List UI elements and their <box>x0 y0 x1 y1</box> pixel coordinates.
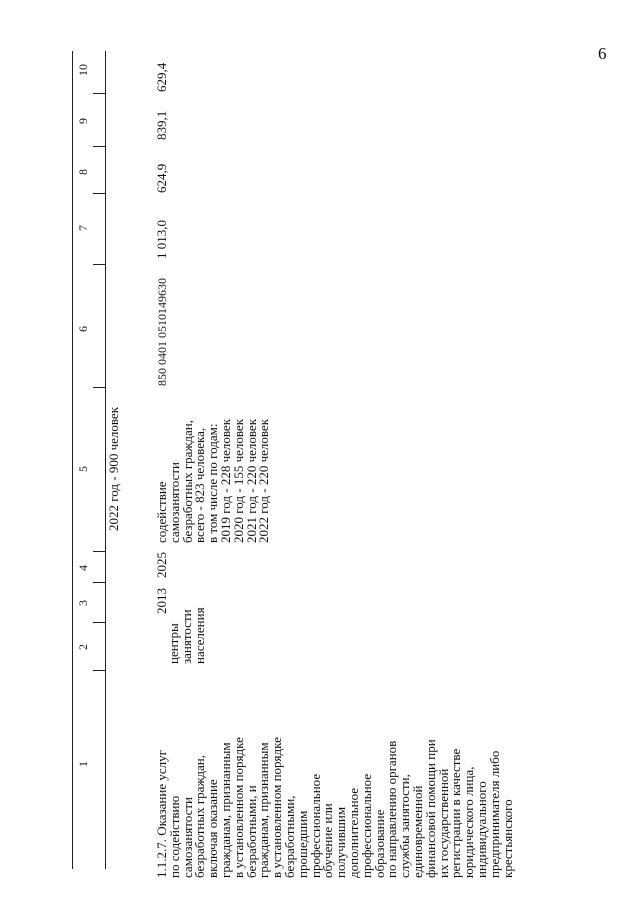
col5-line: всего - 823 человека, <box>192 427 208 543</box>
col1-line: в установленном порядке <box>269 737 285 878</box>
col7-total-amount: 1 013,0 <box>154 220 169 259</box>
col6-budget-code: 850 0401 0510149630 <box>155 278 169 386</box>
col1-line: индивидуального <box>474 781 489 878</box>
col3-start-year: 2013 <box>154 588 169 614</box>
col-header-5: 5 <box>76 466 90 472</box>
col1-line: гражданам, признанным <box>218 742 233 878</box>
col5-line: 2021 год - 220 человек <box>243 418 259 543</box>
col-sep-2 <box>93 622 105 623</box>
col-sep-4 <box>93 551 105 552</box>
col-sep-9 <box>93 93 105 94</box>
col10-amount: 629,4 <box>154 62 169 92</box>
col1-line: профессиональное <box>307 773 323 878</box>
col-sep-6 <box>93 264 105 265</box>
col-sep-7 <box>93 193 105 194</box>
col5-line: содействие <box>154 481 169 543</box>
col5-line: в том числе по годам: <box>205 423 221 543</box>
col-sep-1 <box>93 670 105 671</box>
col1-line: получившим <box>333 806 349 878</box>
col1-line: службы занятости, <box>397 774 413 878</box>
col1-line: предпринимателя либо <box>486 750 502 878</box>
col-sep-8 <box>93 146 105 147</box>
col-sep-5 <box>93 387 105 388</box>
col1-line: профессиональное <box>358 773 374 878</box>
col-header-6: 6 <box>76 326 90 332</box>
col1-line: прошедшим <box>294 810 310 878</box>
col1-line: по направлению органов <box>384 740 400 878</box>
col-header-8: 8 <box>76 169 90 175</box>
col-header-7: 7 <box>76 225 90 231</box>
col2-line: занятости <box>178 609 194 664</box>
col1-line: включая оказание <box>205 779 221 878</box>
col5-line: 2019 год - 228 человек <box>218 418 233 543</box>
col9-amount: 839,1 <box>154 110 169 140</box>
col1-line: самозанятости <box>179 796 195 878</box>
col-sep-3 <box>93 582 105 583</box>
col1-line: их государственной <box>435 768 451 878</box>
col-header-9: 9 <box>76 118 90 124</box>
col-header-1: 1 <box>76 761 90 767</box>
col5-line: 2022 год - 220 человек <box>256 418 272 543</box>
col1-line: гражданам, признанным <box>256 742 272 878</box>
col1-line: безработными, <box>282 795 297 878</box>
col1-line: единовременной <box>410 785 425 878</box>
col8-amount: 624,9 <box>154 163 169 193</box>
top-line-fragment: 2022 год - 900 человек <box>106 406 121 531</box>
col-header-2: 2 <box>76 644 90 650</box>
col1-line: финансовой помощи при <box>422 739 438 878</box>
col1-line: безработных граждан, <box>192 754 208 878</box>
col1-line: в установленном порядке <box>230 737 246 878</box>
header-top-line <box>72 51 73 869</box>
col1-line: обучение или <box>320 803 336 878</box>
col1-line: регистрации в качестве <box>448 748 464 878</box>
col2-line: населения <box>191 607 207 664</box>
col2-line: центры <box>166 623 181 664</box>
col1-line: юридического лица, <box>461 766 477 878</box>
col5-line: безработных граждан, <box>179 419 195 543</box>
col1-line: безработными, и <box>243 785 259 878</box>
col1-line: 1.1.2.7. Оказание услуг <box>154 750 169 878</box>
col1-line: крестьянского <box>499 799 515 878</box>
col1-line: образование <box>371 809 387 878</box>
col-header-3: 3 <box>76 600 90 606</box>
page-number: 6 <box>598 44 607 63</box>
col5-line: самозанятости <box>166 461 182 543</box>
col-header-4: 4 <box>76 565 90 571</box>
col5-line: 2020 год - 155 человек <box>230 418 246 543</box>
col4-end-year: 2025 <box>154 552 169 578</box>
col1-line: по содействию <box>166 795 182 878</box>
col-header-10: 10 <box>76 64 90 76</box>
col1-line: дополнительное <box>346 787 361 878</box>
